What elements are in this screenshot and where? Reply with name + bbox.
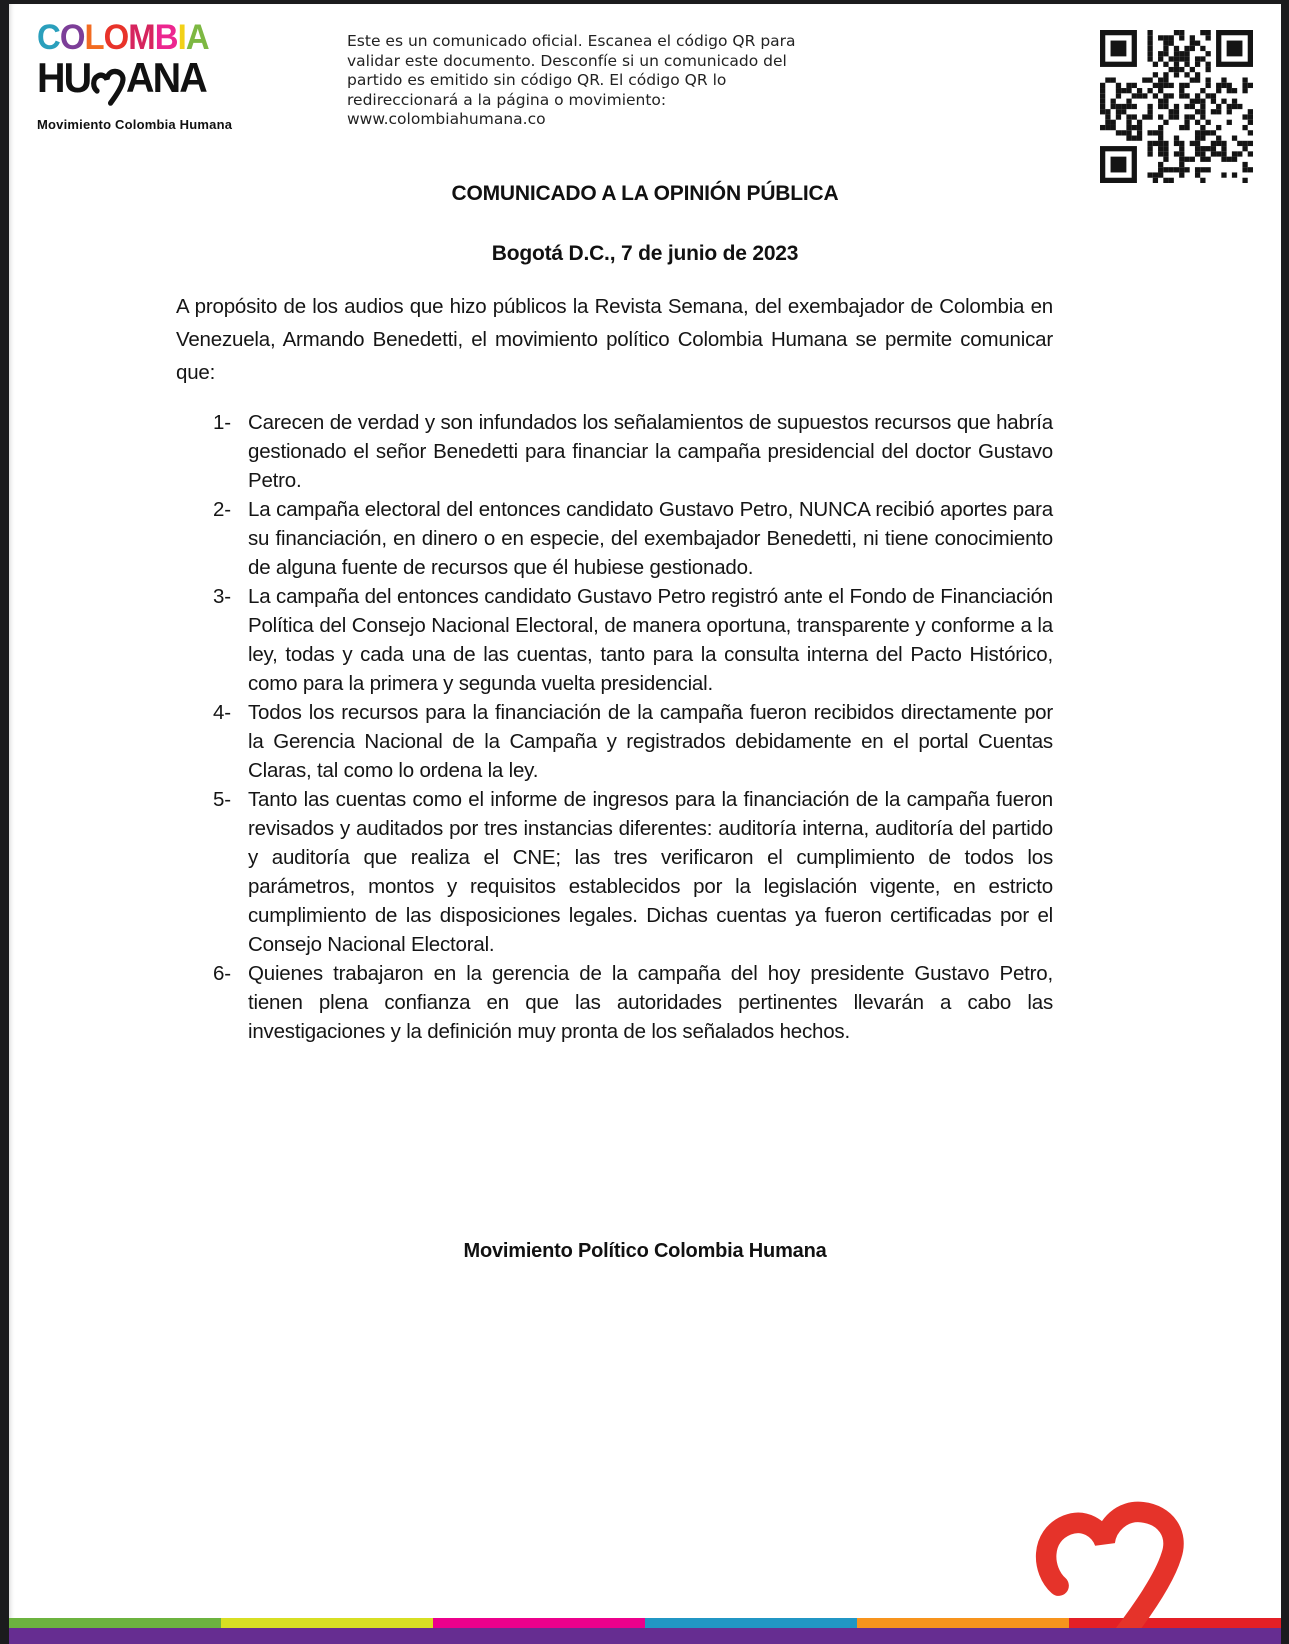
logo-humana-prefix: HU (37, 54, 91, 101)
list-item-number: 5- (213, 788, 231, 811)
intro-paragraph: A propósito de los audios que hizo públicos la Revista Semana, del exembajador de Colombia en Venezuela, Armando Benedetti, el movimiento político Colombia Humana se permite comunicar que: (176, 295, 1053, 384)
purple-bar (9, 1628, 1281, 1644)
dateline: Bogotá D.C., 7 de junio de 2023 (491, 242, 799, 265)
logo-humana-suffix: ANA (125, 54, 206, 101)
list-item-number: 6- (213, 962, 231, 985)
list-item (213, 582, 1053, 698)
stripe-segment (221, 1618, 433, 1628)
heart-logo (1013, 1490, 1205, 1644)
colombia-humana-logo (37, 20, 247, 132)
list-item-number: 3- (213, 585, 231, 608)
list-item-number: 1- (213, 411, 231, 434)
qr-code (1100, 30, 1253, 183)
list-item-text: Tanto las cuentas como el informe de ingresos para la financiación de la campaña fueron revisados y auditados por tres instancias diferentes: auditoría interna, auditoría del partido y auditoría que realiza el CNE; las tres verificaron el cumplimiento de todos los parámetros, montos y requisitos establecidos por la legislación vigente, en estricto cumplimiento de las disposiciones legales. Dichas cuentas ya fueron certificadas por el Consejo Nacional Electoral. (248, 788, 1053, 956)
list-item-text: La campaña del entonces candidato Gustavo Petro registró ante el Fondo de Financiación Política del Consejo Nacional Electoral, de manera oportuna, transparente y conforme a la ley, todas y cada una de las cuentas, tanto para la consulta interna del Pacto Histórico, como para la primera y segunda vuelta presidencial. (248, 585, 1053, 695)
logo-letter: B (154, 18, 178, 57)
logo-letter: C (37, 18, 60, 57)
list-item-number: 4- (213, 701, 231, 724)
list-item (213, 408, 1053, 495)
stripe-segment (9, 1618, 221, 1628)
logo-letter: O (103, 18, 129, 57)
document-page (9, 4, 1281, 1644)
qr-validation-note: Este es un comunicado oficial. Escanea el código QR para validar este documento. Desconfíe si un comunicado del partido es emitido sin código QR. El código QR lo redireccionará a la página o movimiento: www.colombiahumana.co (347, 32, 796, 128)
list-item-text: Carecen de verdad y son infundados los señalamientos de supuestos recursos que habría gestionado el señor Benedetti para financiar la campaña presidencial del doctor Gustavo Petro. (248, 411, 1053, 492)
logo-letter: O (59, 18, 85, 57)
logo-letter: M (128, 18, 155, 57)
document-title: COMUNICADO A LA OPINIÓN PÚBLICA (451, 182, 839, 205)
list-item-number: 2- (213, 498, 231, 521)
stripe-segment (645, 1618, 857, 1628)
numbered-list (213, 408, 1053, 1046)
logo-letter: A (185, 18, 209, 57)
logo-word-colombia (37, 20, 234, 55)
list-item-text: Quienes trabajaron en la gerencia de la campaña del hoy presidente Gustavo Petro, tienen plena confianza en que las autoridades pertinentes llevarán a cabo las investigaciones y la definición muy pronta de los señalados hechos. (248, 962, 1053, 1043)
list-item (213, 698, 1053, 785)
stripe-segment (433, 1618, 645, 1628)
list-item-text: Todos los recursos para la financiación de la campaña fueron recibidos directamente por la Gerencia Nacional de la Campaña y registrados debidamente en el portal Cuentas Claras, tal como lo ordena la ley. (248, 701, 1053, 782)
list-item (213, 785, 1053, 959)
list-item (213, 959, 1053, 1046)
list-item-text: La campaña electoral del entonces candidato Gustavo Petro, NUNCA recibió aportes para su financiación, en dinero o en especie, del exembajador Benedetti, ni tiene conocimiento de alguna fuente de recursos que él hubiese gestionado. (248, 498, 1053, 579)
list-item (213, 495, 1053, 582)
signature-line: Movimiento Político Colombia Humana (463, 1240, 827, 1262)
logo-tagline: Movimiento Colombia Humana (37, 117, 233, 132)
logo-letter: I (177, 18, 186, 57)
qr-code-image (1100, 30, 1253, 183)
logo-word-humana (37, 54, 234, 101)
heart-icon (88, 65, 128, 108)
logo-letter: L (84, 18, 104, 57)
